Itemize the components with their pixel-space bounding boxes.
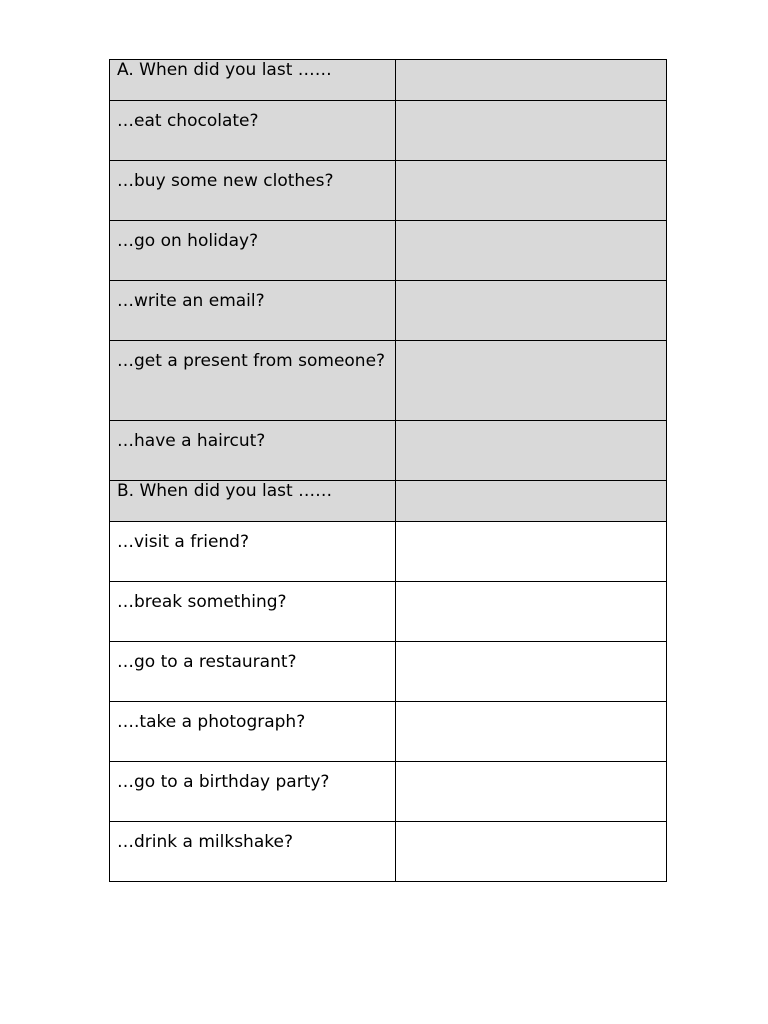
- answer-cell[interactable]: [396, 221, 667, 281]
- answer-cell[interactable]: [396, 762, 667, 822]
- question-cell: [110, 762, 396, 822]
- section-b-table: [109, 480, 667, 882]
- question-cell: [110, 281, 396, 341]
- answer-cell[interactable]: [396, 702, 667, 762]
- question-cell: [110, 702, 396, 762]
- question-text: …visit a friend?: [117, 532, 249, 552]
- answer-cell[interactable]: [396, 161, 667, 221]
- table-row: [110, 822, 667, 882]
- section-a-header-row: [110, 60, 667, 101]
- question-text: …get a present from someone?: [117, 351, 386, 371]
- section-b-header-answer-cell[interactable]: [396, 481, 667, 522]
- section-a-table: [109, 59, 667, 481]
- question-text: …drink a milkshake?: [117, 832, 293, 852]
- section-a: [109, 59, 667, 480]
- table-row: [110, 642, 667, 702]
- question-text: …eat chocolate?: [117, 111, 259, 131]
- question-cell: [110, 341, 396, 421]
- section-a-header-answer-cell[interactable]: [396, 60, 667, 101]
- answer-cell[interactable]: [396, 341, 667, 421]
- table-row: [110, 582, 667, 642]
- question-text: …go to a birthday party?: [117, 772, 330, 792]
- section-b-header: B. When did you last ……: [117, 481, 333, 501]
- table-row: [110, 101, 667, 161]
- table-row: [110, 421, 667, 481]
- answer-cell[interactable]: [396, 642, 667, 702]
- question-cell: [110, 221, 396, 281]
- section-b: [109, 480, 667, 881]
- answer-cell[interactable]: [396, 822, 667, 882]
- section-b-header-row: [110, 481, 667, 522]
- question-cell: [110, 101, 396, 161]
- worksheet: [109, 59, 667, 881]
- table-row: [110, 341, 667, 421]
- question-cell: [110, 522, 396, 582]
- section-a-header-cell: [110, 60, 396, 101]
- question-cell: [110, 161, 396, 221]
- table-row: [110, 281, 667, 341]
- table-row: [110, 221, 667, 281]
- table-row: [110, 522, 667, 582]
- question-cell: [110, 642, 396, 702]
- question-text: …buy some new clothes?: [117, 171, 334, 191]
- question-text: …have a haircut?: [117, 431, 266, 451]
- section-a-header: A. When did you last ……: [117, 60, 332, 80]
- question-text: …go on holiday?: [117, 231, 259, 251]
- answer-cell[interactable]: [396, 582, 667, 642]
- answer-cell[interactable]: [396, 281, 667, 341]
- answer-cell[interactable]: [396, 421, 667, 481]
- question-text: …write an email?: [117, 291, 265, 311]
- question-text: …go to a restaurant?: [117, 652, 297, 672]
- question-cell: [110, 822, 396, 882]
- table-row: [110, 161, 667, 221]
- question-cell: [110, 421, 396, 481]
- answer-cell[interactable]: [396, 101, 667, 161]
- question-text: …break something?: [117, 592, 287, 612]
- table-row: [110, 702, 667, 762]
- answer-cell[interactable]: [396, 522, 667, 582]
- question-cell: [110, 582, 396, 642]
- question-text: ….take a photograph?: [117, 712, 306, 732]
- table-row: [110, 762, 667, 822]
- section-b-header-cell: [110, 481, 396, 522]
